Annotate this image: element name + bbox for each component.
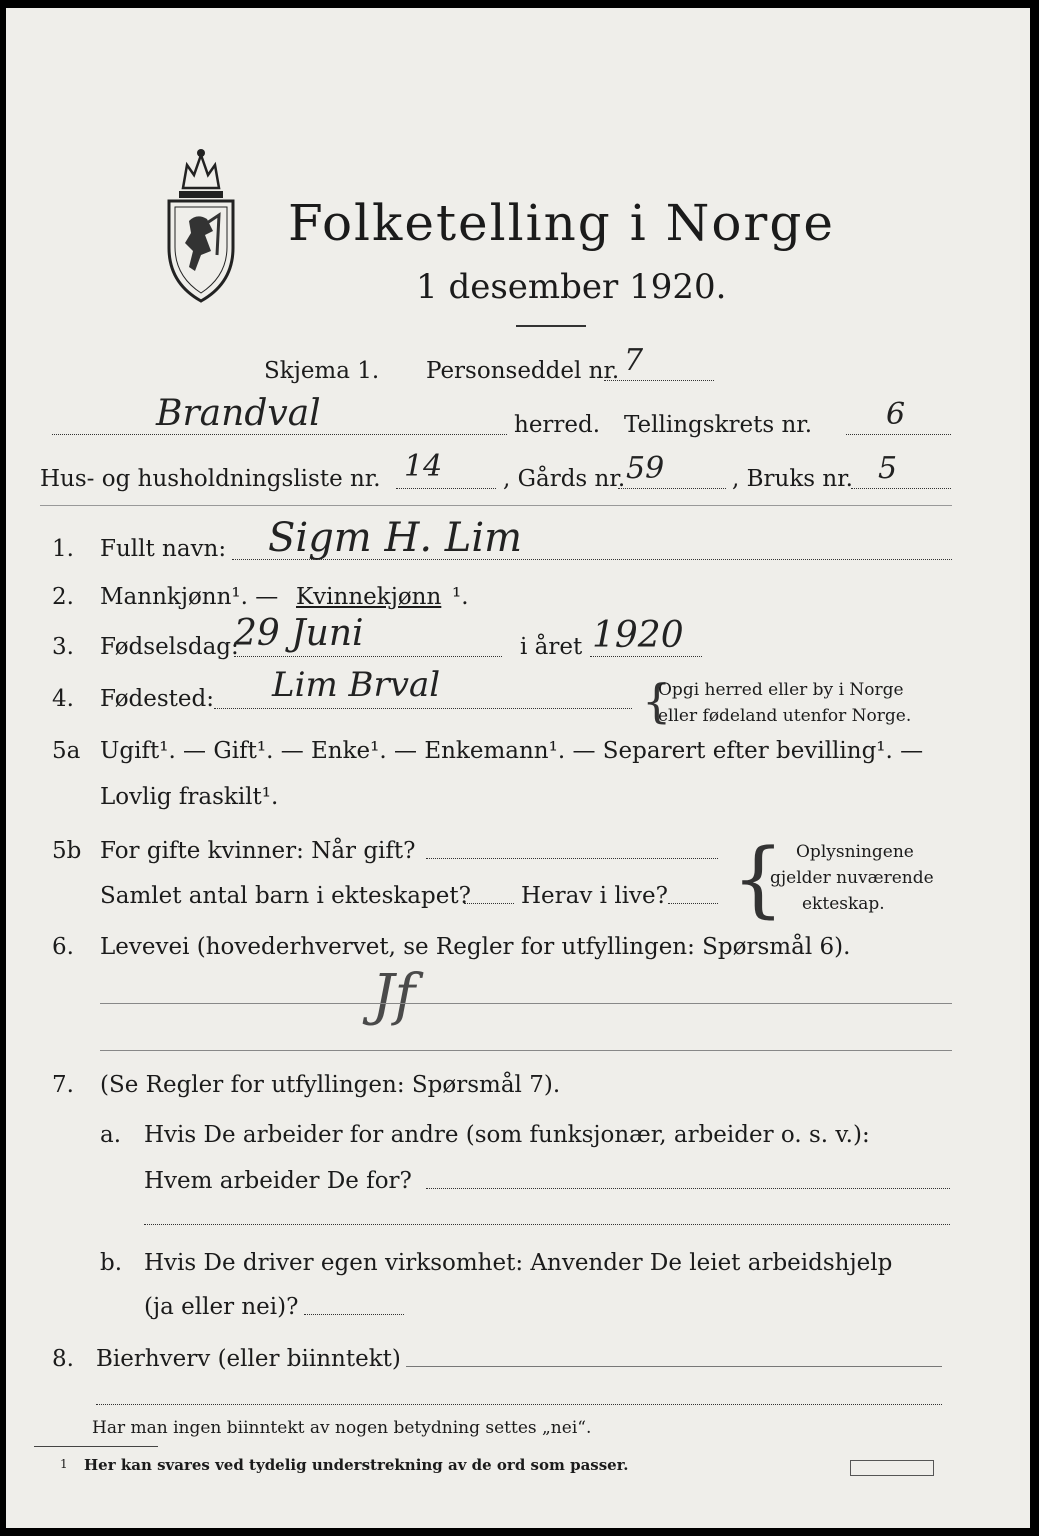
occupation-field-line-1 (100, 1003, 952, 1004)
norwegian-coat-of-arms-icon (161, 143, 241, 303)
q5b-note-line3: ekteskap. (802, 894, 885, 914)
q1-number: 1. (52, 536, 74, 562)
q5b-number: 5b (52, 838, 82, 864)
birthdate-field-line (234, 656, 502, 657)
skjema-label: Skjema 1. (264, 358, 380, 384)
q5a-options[interactable]: Ugift¹. — Gift¹. — Enke¹. — Enkemann¹. — Separert efter bevilling¹. — (100, 738, 924, 764)
birth-year-field-line (590, 656, 702, 657)
q5b-living-label: Herav i live? (521, 883, 668, 909)
birth-year-value[interactable]: 1920 (592, 615, 684, 656)
title-divider (516, 325, 586, 327)
side-income-field-line[interactable] (406, 1366, 942, 1367)
q4-number: 4. (52, 686, 74, 712)
employer-field-line-2[interactable] (144, 1224, 950, 1225)
occupation-value[interactable]: Jf (372, 963, 416, 1028)
gards-field-line (618, 488, 726, 489)
q7b-number: b. (100, 1250, 123, 1276)
tellingskrets-label: Tellingskrets nr. (624, 412, 813, 438)
q4-note-line2: eller fødeland utenfor Norge. (658, 706, 912, 726)
q7-number: 7. (52, 1072, 74, 1098)
herred-label: herred. (514, 412, 601, 438)
q7-label: (Se Regler for utfyllingen: Spørsmål 7). (100, 1072, 561, 1098)
q8-number: 8. (52, 1346, 74, 1372)
q5b-children-label: Samlet antal barn i ekteskapet? (100, 883, 471, 909)
q2-number: 2. (52, 584, 74, 610)
q3-label: Fødselsdag: (100, 634, 239, 660)
full-name-value[interactable]: Sigm H. Lim (268, 515, 523, 561)
tellingskrets-value[interactable]: 6 (886, 397, 906, 432)
q6-number: 6. (52, 934, 74, 960)
hus-value[interactable]: 14 (404, 449, 443, 484)
q4-note-line1: Opgi herred eller by i Norge (658, 680, 904, 700)
hired-help-field-line[interactable] (304, 1314, 404, 1315)
q5a-options-cont[interactable]: Lovlig fraskilt¹. (100, 784, 279, 810)
q6-label: Levevei (hovederhvervet, se Regler for utfyllingen: Spørsmål 6). (100, 934, 851, 960)
q5b-note-line2: gjelder nuværende (770, 868, 934, 888)
printer-stamp (850, 1460, 934, 1476)
footnote-divider (34, 1446, 158, 1447)
footnote-text: Her kan svares ved tydelig understrekning av de ord som passer. (84, 1456, 629, 1474)
gards-value[interactable]: 59 (626, 451, 665, 486)
q2-male[interactable]: Mannkjønn¹. — (100, 584, 279, 610)
q2-female[interactable]: Kvinnekjønn (296, 584, 442, 610)
bruks-field-line (851, 488, 951, 489)
no-income-note: Har man ingen biinntekt av nogen betydning settes „nei“. (92, 1418, 592, 1438)
form-title: Folketelling i Norge (288, 194, 835, 252)
herred-value[interactable]: Brandval (156, 393, 321, 434)
q5b-living-line[interactable] (668, 903, 718, 904)
herred-field-line (52, 434, 507, 435)
employer-field-line[interactable] (426, 1188, 950, 1189)
full-name-field-line (232, 559, 952, 560)
q7a-employer-label: Hvem arbeider De for? (144, 1168, 412, 1194)
hus-field-line (396, 488, 496, 489)
occupation-field-line-2 (100, 1050, 952, 1051)
tellingskrets-field-line (846, 434, 951, 435)
q2-superscript: ¹. (452, 584, 469, 610)
q5b-note-brace: { (732, 832, 785, 927)
q5b-children-line[interactable] (464, 903, 514, 904)
census-form-page (6, 8, 1030, 1528)
birthplace-value[interactable]: Lim Brval (272, 665, 441, 705)
q4-note-brace: { (642, 674, 672, 728)
q5b-note-line1: Oplysningene (796, 842, 914, 862)
personseddel-field-line (604, 380, 714, 381)
footnote-number: 1 (60, 1457, 68, 1471)
q8-label: Bierhverv (eller biinntekt) (96, 1346, 401, 1372)
q5b-married-when-label: For gifte kvinner: Når gift? (100, 838, 416, 864)
hus-label: Hus- og husholdningsliste nr. (40, 466, 381, 492)
personseddel-label: Personseddel nr. (426, 358, 620, 384)
bruks-value[interactable]: 5 (878, 451, 898, 486)
bleed-through-text (826, 113, 1016, 233)
q7a-number: a. (100, 1122, 122, 1148)
bruks-label: , Bruks nr. (732, 466, 853, 492)
section-divider (40, 505, 952, 506)
q7b-label: Hvis De driver egen virksomhet: Anvender De leiet arbeidshjelp (144, 1250, 893, 1276)
q3-number: 3. (52, 634, 74, 660)
q4-label: Fødested: (100, 686, 215, 712)
gards-label: , Gårds nr. (503, 466, 626, 492)
side-income-field-line-2[interactable] (96, 1404, 942, 1405)
personseddel-value[interactable]: 7 (624, 343, 644, 378)
q1-label: Fullt navn: (100, 536, 227, 562)
q3-year-label: i året (520, 634, 583, 660)
q7a-label: Hvis De arbeider for andre (som funksjonær, arbeider o. s. v.): (144, 1122, 870, 1148)
birthdate-value[interactable]: 29 Juni (234, 613, 364, 654)
q5a-number: 5a (52, 738, 81, 764)
birthplace-field-line (214, 708, 632, 709)
form-date: 1 desember 1920. (416, 267, 727, 307)
q5b-married-when-line[interactable] (426, 858, 718, 859)
q7b-hired-help-label: (ja eller nei)? (144, 1294, 299, 1320)
